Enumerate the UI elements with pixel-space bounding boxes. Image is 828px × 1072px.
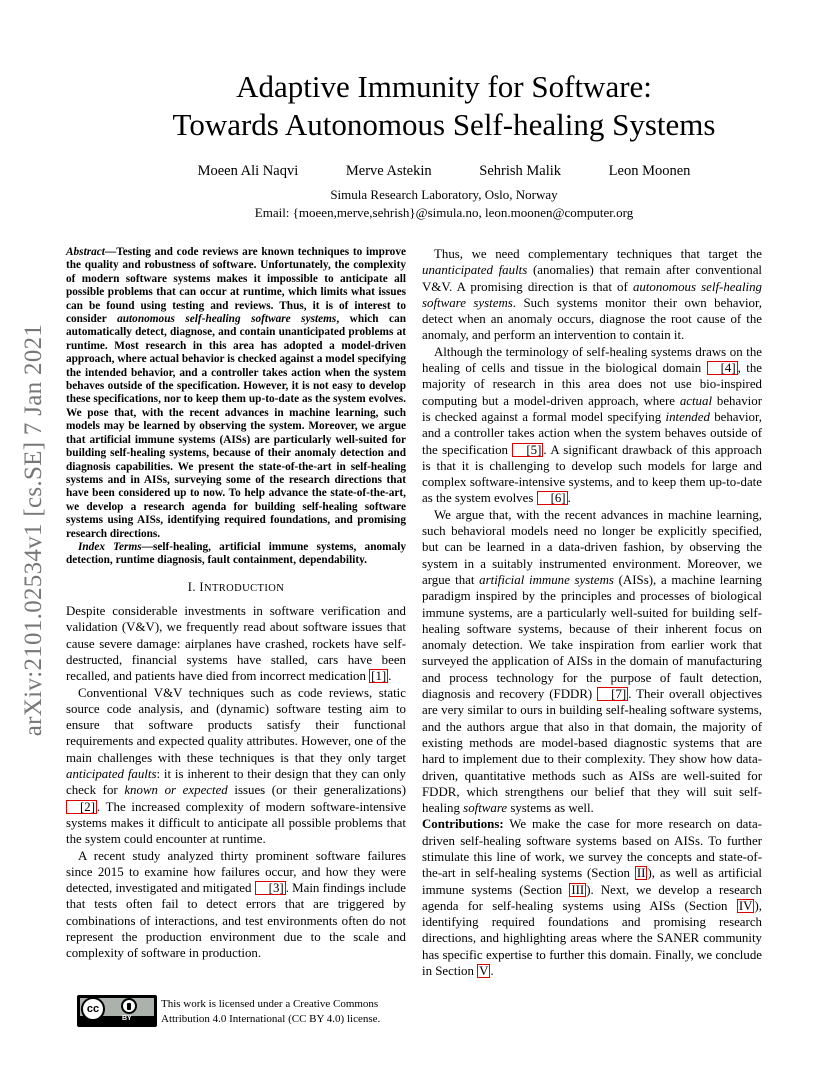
author-list [60,163,828,180]
section-link[interactable]: IV [738,898,753,913]
person-icon [121,998,137,1014]
email-line: Email: {moeen,merve,sehrish}@simula.no, leon.moonen@computer.org [254,205,634,220]
section-link[interactable]: V [479,964,489,979]
paragraph: Conventional V&V techniques such as code reviews, static source code analysis, and (dynamic) software testing aim to ensure that software products satisfy their functional requirements and expected quality attributes. However, one of the main challenges with these techniques is that they only target anticipated faults: it is inherent to their design that they can only check for known or expected issues (or their generalizations) [2] . The increased complexity of modern software-intensive systems makes it difficult to anticipate all possible problems that the system could encounter at runtime. [66,685,407,847]
paragraph: Thus, we need complementary techniques that target the unanticipated faults (anomalies) that remain after conventional V&V. A promising direction is that of autonomous self-healing software systems. Such systems monitor their own behavior, detect when an anomaly occurs, diagnose the root cause of the anomaly, and perform an intervention to contain it. [422,247,762,343]
citation-link[interactable]: [7] [597,687,628,701]
arxiv-identifier: arXiv:2101.02534v1 [cs.SE] 7 Jan 2021 [20,323,47,737]
right-column [422,246,762,979]
index-terms: Index Terms—self-healing, artificial immune systems, anomaly detection, runtime diagnosis, fault containment, dependability. [66,540,406,567]
citation-link[interactable]: [3] [255,881,286,895]
citation-link[interactable]: [1] [371,669,387,684]
license-notice [77,995,497,1029]
author-name: Leon Moonen [608,163,691,179]
citation-link[interactable]: [4] [707,361,738,375]
paragraph-contributions: Contributions: We make the case for more research on data-driven self-healing software systems based on AISs. To further stimulate this line of work, we survey the concepts and state-of-the-art in self-healing systems (Section II ), as well as artificial immune systems (Section III ). Next, we develop a research agenda for self-healing systems using AISs (Section IV ), identifying required foundations and promising research directions, and highlighting areas where the SANER community has specific expertise to further this domain. Finally, we conclude in Section V . [422,817,763,979]
title-line-2: Towards Autonomous Self-healing Systems [172,107,716,142]
paragraph: A recent study analyzed thirty prominent software failures since 2015 to examine how failures occur, and how they were detected, investigated and mitigated [3] . Main findings include that tests often fail to detect errors that are triggered by combinations of interactions, and test environments often do not represent the production environment due to the scale and complexity of software in production. [66,848,407,961]
cc-icon: cc [81,997,105,1021]
citation-link[interactable]: [2] [66,800,97,814]
citation-link[interactable]: [5] [512,443,543,457]
license-text: This work is licensed under a Creative Commons Attribution 4.0 International (CC BY 4.0) license. [161,998,381,1025]
left-column [66,246,406,962]
paragraph: Although the terminology of self-healing systems draws on the healing of cells and tissue in the biological domain [4] , the majority of research in this area does not use bio-inspired computing but a model-driven approach, where actual behavior is checked against a formal model specifying intended behavior, and a controller takes action when the system behaves outside of the specification [5] . A significant drawback of this approach is that it is challenging to develop such models for large and complex software-intensive systems, and to keep them up-to-date as the system evolves [6] . [422,344,763,506]
section-link[interactable]: III [571,882,585,897]
title-line-1: Adaptive Immunity for Software: [236,69,652,104]
section-link[interactable]: II [636,866,646,881]
abstract: Abstract—Testing and code reviews are known techniques to improve the quality and robustness of software. Unfortunately, the complexity of modern software systems makes it impossible to anticipate all possible problems that can occur at runtime, which limits what issues can be found using testing and reviews. Thus, it is of interest to consider autonomous self-healing software systems, which can automatically detect, diagnose, and contain unanticipated problems at runtime. Most research in this area has adopted a model-driven approach, where actual behavior is checked against a model specifying the intended behavior, and a controller takes action when the system behaves outside of the specification. However, it is not easy to develop these specifications, nor to keep them up-to-date as the system evolves. We pose that, with the recent advances in machine learning, such models may be learned by observing the system. Moreover, we argue that artificial immune systems (AISs) are particularly well-suited for building self-healing systems, because of their anomaly detection and diagnosis capabilities. We present the state-of-the-art in self-healing systems and in AISs, surveying some of the research directions that have been considered up to now. To help advance the state-of-the-art, we develop a research agenda for building self-healing software systems using AISs, identifying required foundations, and promising research directions. [66,246,406,540]
author-name: Sehrish Malik [479,163,562,179]
section-heading-introduction: I. INTRODUCTION [187,579,285,594]
paragraph: Despite considerable investments in software verification and validation (V&V), we frequently read about software issues that cause severe damage: airplanes have crashed, rockets have self-destructed, financial systems have stalled, cars have been recalled, and patients have died from incorrect medication [1] . [66,604,406,684]
contributions-label: Contributions: [422,817,504,832]
index-terms-label: Index Terms [78,540,142,553]
citation-link[interactable]: [6] [537,491,568,505]
author-name: Moeen Ali Naqvi [197,163,299,179]
paragraph: We argue that, with the recent advances in machine learning, such behavioral models need no longer be explicitly specified, but can be learned in a data-driven fashion, by observing the system in a suitably instrumented environment. Moreover, we argue that artificial immune systems (AISs), a machine learning paradigm inspired by the principles and processes of biological immune systems, are a particularly well-suited for building self-healing software systems, because of their inherent focus on anomaly detection. We take inspiration from earlier work that surveyed the application of AISs in the domain of manufacturing and process technology for the purpose of fault detection, diagnosis and recovery (FDDR) [7] . Their overall objectives are very similar to ours in building self-healing software systems, and the authors argue that also in that domain, the majority of existing methods are model-based diagnostic systems that are hard to implement due to their complexity. They show how data-driven, quantitative methods such as AISs are well-suited for FDDR, which strengthens our belief that they will suit self-healing software systems as well. [422,507,763,816]
cc-by-badge [77,995,157,1027]
arxiv-watermark [4,300,64,760]
author-name: Merve Astekin [345,163,432,179]
abstract-label: Abstract [66,246,105,258]
paper-title [60,68,828,144]
by-label: BY [122,1015,132,1022]
affiliation: Simula Research Laboratory, Oslo, Norway [330,187,558,202]
